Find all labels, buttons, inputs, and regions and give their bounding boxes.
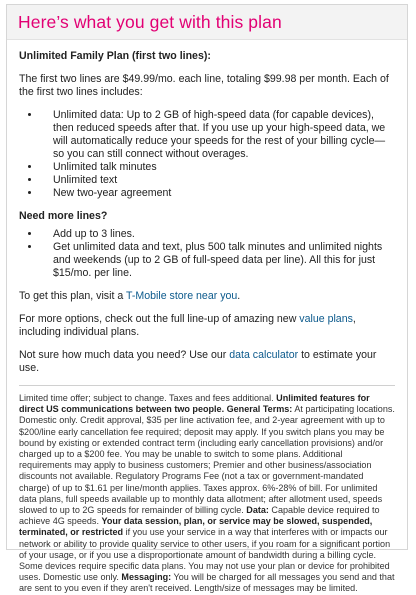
calculator-line: Not sure how much data you need? Use our data calculator to estimate your use. (19, 349, 377, 374)
options-line: For more options, check out the full line-up of amazing new value plans, including individual plans. (19, 313, 356, 338)
more-lines-list (19, 228, 395, 280)
data-calculator-link[interactable]: data calculator (229, 349, 299, 361)
plan-content (7, 40, 407, 595)
list-item: • Unlimited data: Up to 2 GB of high-speed data (for capable devices), then reduced speeds after that. If you use up your high-speed data, we will automatically reduce your speeds for the rest of your billing cycle—so you can still connect without overages. (41, 109, 395, 161)
divider (19, 385, 395, 386)
plan-intro: The first two lines are $49.99/mo. each line, totaling $99.98 per month. Each of the first two lines includes: (19, 73, 389, 98)
store-locator-link[interactable]: T-Mobile store near you (125, 290, 238, 302)
store-line: To get this plan, visit a T-Mobile store near you. (19, 290, 241, 302)
plan-title: Unlimited Family Plan (first two lines): (19, 50, 211, 62)
more-lines-title: Need more lines? (19, 210, 108, 222)
legal-disclaimer: Limited time offer; subject to change. Taxes and fees additional. Unlimited features for direct US communications between two people. General Terms: At participating locations. Domestic only. Credit approval, $35 per line activation fee, and 2-year agreement with up to $200/line early cancellation fee required; deposit may apply. If you switch plans you may be bound by existing or extended contract term (including early cancellation provisions) and/or charged up to a $200 fee. You may be unable to switch to some plans. Additional requirements may apply to business customers; Premier and other business/association discounts not available. Regulatory Programs Fee (not a tax or government-mandated charge) of up to $1.61 per line/month applies. Taxes approx. 6%-28% of bill. For unlimited data plans, full speeds available up to monthly data allotment; after allotment used, speeds slowed to up to 2G speeds for remainder of billing cycle. Data: Capable device required to achieve 4G speeds. Your data session, plan, or service may be slowed, suspended, terminated, or restricted if you use your service in a way that interferes with or impacts our network or ability to provide quality service to other users, if you roam for a significant portion of your usage, or if you use a disproportionate amount of bandwidth during a billing cycle. Some devices require specific data plans. You may not use your plan or device for prohibited uses. Domestic use only. Messaging: You will be charged for all messages you send and that are sent to you even if they aren't received. Length/size of messages may be limited. (19, 393, 395, 594)
page-title: Here’s what you get with this plan (18, 11, 282, 32)
list-item: • Unlimited talk minutes (41, 161, 395, 174)
list-item: • Add up to 3 lines. (41, 228, 395, 241)
list-item: • New two-year agreement (41, 187, 395, 200)
value-plans-link[interactable]: value plans (299, 313, 353, 325)
list-item: • Unlimited text (41, 174, 395, 187)
panel-header (7, 5, 407, 40)
plan-details-panel (6, 4, 408, 594)
plan-feature-list (19, 109, 395, 200)
list-item: • Get unlimited data and text, plus 500 talk minutes and unlimited nights and weekends (up to 2 GB of full-speed data per line). All this for just $15/mo. per line. (41, 241, 395, 280)
